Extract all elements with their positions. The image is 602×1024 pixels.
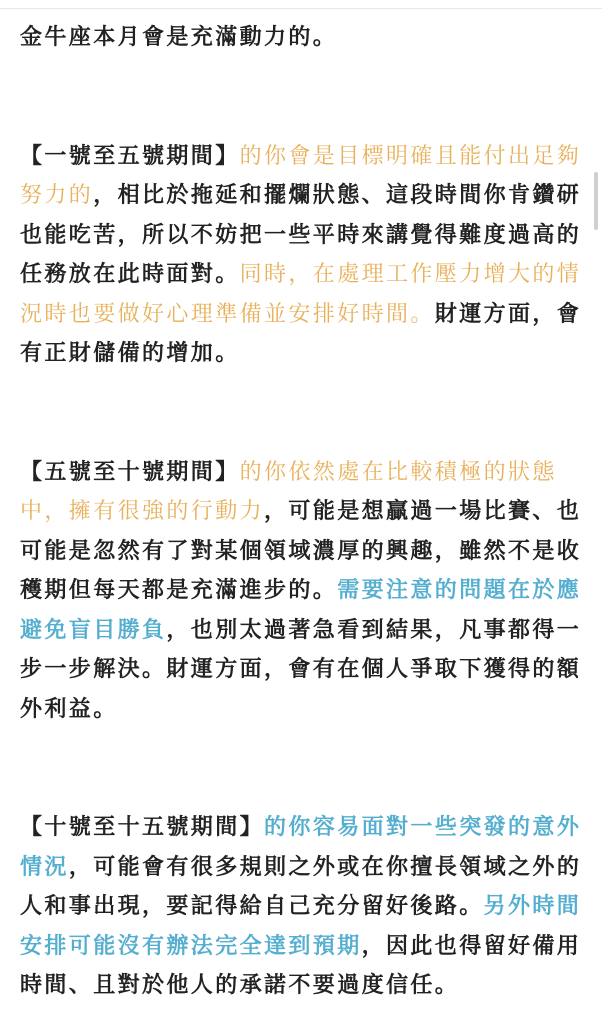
paragraph-gap (20, 729, 592, 808)
section-2-paragraph (20, 453, 592, 730)
section-1-text-1: ，相比於拖延和擺爛狀態、這段時間你肯鑽研也能吃苦，所以不妨把一些平時來講覺得難度過高的任務放在此時面對。 (20, 183, 582, 287)
section-2-text-2: ，也別太過著急看到結果，凡事都得一步一步解決。財運方面，會有在個人爭取下獲得的額外利益。 (20, 617, 582, 722)
section-2-highlight-1: 的你依然處在比較積極的狀態中，擁有很強的行動力 (20, 459, 557, 524)
section-1-highlight-2: 同時，在處理工作壓力增大的情況時也要做好心理準備並安排好時間。 (20, 262, 582, 327)
section-1-highlight-1: 的你會是目標明確且能付出足夠努力的 (20, 143, 582, 208)
top-divider (0, 8, 602, 9)
section-1-text-2: 財運方面，會有正財儲備的增加。 (20, 301, 582, 366)
paragraph-gap (20, 58, 592, 137)
section-3-highlight-2: 另外時間安排可能沒有辦法完全達到預期 (20, 894, 582, 959)
section-2-highlight-2: 需要注意的問題在於應避免盲目勝負 (20, 578, 582, 643)
section-2-heading: 【五號至十號期間】 (20, 459, 240, 485)
intro-paragraph: 金牛座本月會是充滿動力的。 (20, 25, 338, 50)
article-body (20, 18, 592, 1006)
scrollbar-thumb[interactable] (594, 172, 598, 230)
section-3-text-2: ，因此也得留好備用時間、且對於他人的承諾不要過度信任。 (20, 933, 582, 998)
section-1-heading: 【一號至五號期間】 (20, 143, 240, 169)
paragraph-gap (20, 374, 592, 453)
section-3-heading: 【十號至十五號期間】 (20, 815, 265, 840)
section-3-paragraph (20, 808, 592, 1006)
section-1-paragraph (20, 137, 592, 374)
section-3-highlight-1: 的你容易面對一些突發的意外情況 (20, 815, 582, 880)
section-2-text-1: ，可能是想贏過一場比賽、也可能是忽然有了對某個領域濃厚的興趣，雖然不是收穫期但每天都是充滿進步的。 (20, 499, 582, 603)
section-3-text-1: ，可能會有很多規則之外或在你擅長領域之外的人和事出現，要記得給自己充分留好後路。 (20, 854, 582, 919)
